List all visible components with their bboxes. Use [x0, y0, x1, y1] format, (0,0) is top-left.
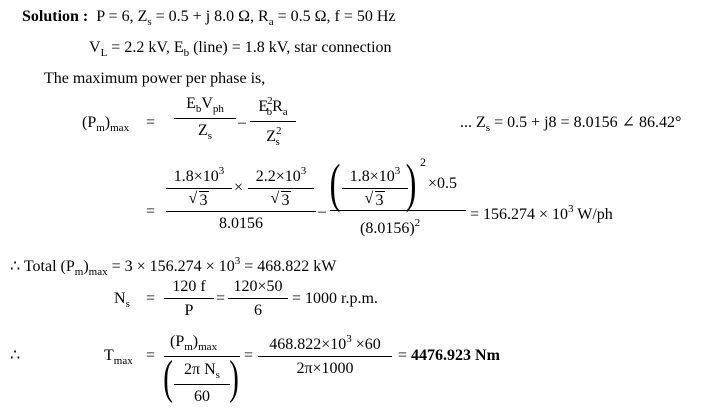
eq1-lhs: $(P_m)_{max}$	[82, 114, 130, 134]
ns-equals-2: =	[216, 290, 226, 307]
eq2-frac-c: $1.8\times 10^3$ √ 3	[342, 166, 408, 209]
tmax-fraction-1: $(P_m)_{max}$ ( 2π $N_s$ 60 )	[163, 333, 239, 405]
ns-fraction-1: 120 f P	[164, 279, 214, 319]
eq1-minus: –	[238, 114, 246, 131]
given-text: P = 6, $Z_s = 0.5 + j$ 8.0 Ω, $R_a = 0.5$ Ω, f = 50 Hz	[96, 8, 396, 28]
eq2-second-term: ( $1.8\times 10^3$ √ 3 ) 2 ×0.5 $(8.0156)^2$	[330, 156, 466, 236]
tmax-equals: =	[146, 347, 156, 364]
given-voltages-line: $V_L = 2.2$ kV, $E_b$ (line) = 1.8 kV, star connection	[89, 39, 392, 59]
solution-given-line	[22, 9, 396, 28]
solution-label: Solution :	[22, 8, 89, 25]
eq2-frac-a: $1.8\times 10^3$ √ 3	[166, 166, 232, 209]
eq2-times: ×	[234, 179, 244, 196]
tmax-result: = 4476.923 Nm	[398, 347, 500, 364]
eq2-first-term: $1.8\times 10^3$ √ 3 × $2.2\times 10^3$ √ 3 8.0156	[166, 166, 316, 232]
tmax-lhs: $T_{max}$	[104, 347, 133, 367]
therefore-symbol-2: ∴	[10, 347, 21, 364]
total-power-line: ∴ Total $(P_m)_{max} = 3 \times 156.274 \times 10^3 = 468.822$ kW	[10, 255, 337, 278]
eq2-minus: –	[318, 203, 326, 220]
eq2-equals: =	[146, 203, 156, 220]
tmax-fraction-2: $468.822\times 10^3 \times 60$ 2π×1000	[258, 334, 392, 377]
intro-text: The maximum power per phase is,	[44, 70, 266, 87]
ns-equals: =	[146, 290, 156, 307]
zs-note: ... $Z_s = 0.5 + j8 = 8.0156$ ∠ 86.42°	[460, 114, 682, 134]
therefore-symbol: ∴	[10, 258, 21, 275]
ns-result: = 1000 r.p.m.	[292, 290, 378, 307]
eq1-equals: =	[146, 114, 156, 131]
ns-fraction-2: 120×50 6	[228, 279, 288, 319]
eq1-fraction-2: $E^2_bR_a$ $Z^2_s$	[250, 96, 296, 148]
tmax-equals-2: =	[244, 347, 254, 364]
eq2-frac-b: $2.2\times 10^3$ √ 3	[248, 166, 314, 209]
ns-lhs: $N_s$	[114, 290, 130, 310]
eq1-fraction-1: $E_bV_{ph}$ $Z_s$	[174, 96, 236, 142]
eq2-den2: $(8.0156)^2$	[360, 217, 421, 237]
eq2-result: = $156.274 \times 10^3$ W/ph	[470, 203, 613, 223]
tmax-inner-fraction: 2π $N_s$ 60	[174, 362, 230, 405]
